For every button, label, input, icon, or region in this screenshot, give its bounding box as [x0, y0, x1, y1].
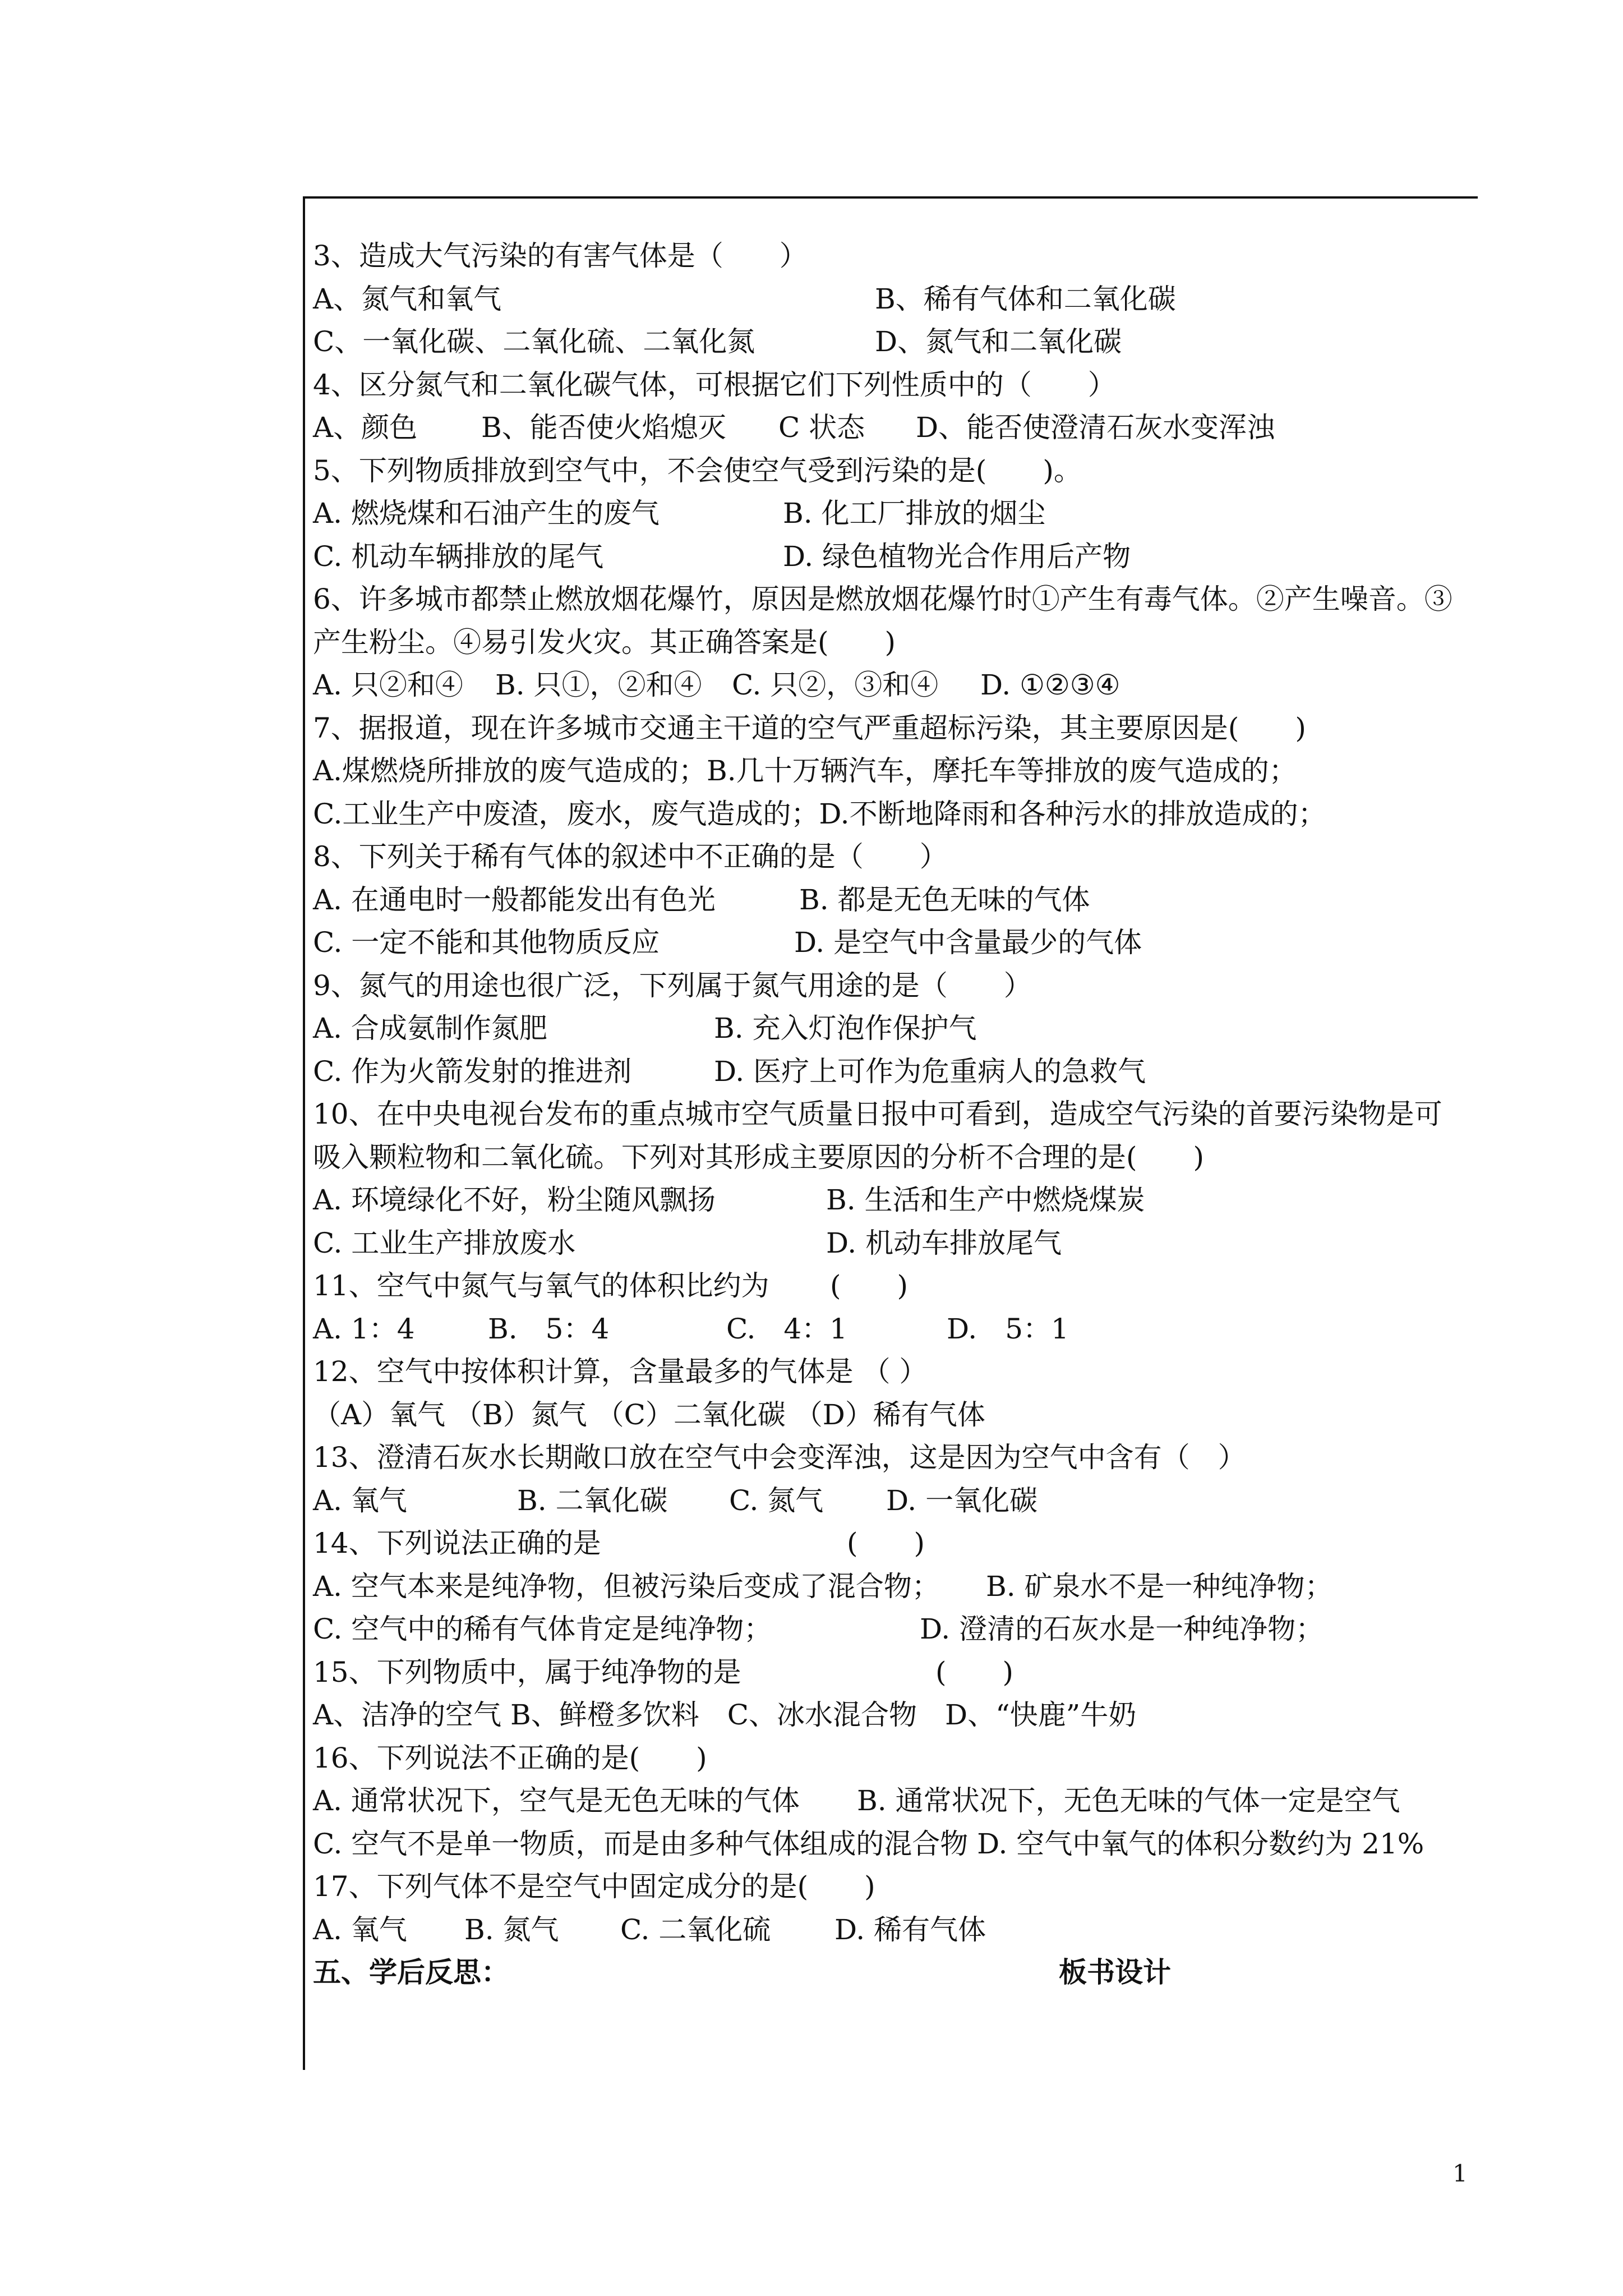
table-top-border [303, 196, 1478, 199]
q17-stem: 17、下列气体不是空气中固定成分的是( ) [313, 1870, 875, 1903]
q4-stem: 4、区分氮气和二氧化碳气体，可根据它们下列性质中的（ ） [313, 368, 1116, 401]
q12-options: （A）氧气 （B）氮气 （C）二氧化碳 （D）稀有气体 [313, 1398, 985, 1431]
q10-options-ab: A. 环境绿化不好，粉尘随风飘扬 B. 生活和生产中燃烧煤炭 [313, 1184, 1145, 1216]
q14-stem: 14、下列说法正确的是 ( ) [313, 1527, 925, 1559]
question-list [313, 234, 1474, 1994]
q7-options-ab: A.煤燃烧所排放的废气造成的；B.几十万辆汽车，摩托车等排放的废气造成的； [313, 754, 1297, 787]
q9-options-ab: A. 合成氨制作氮肥 B. 充入灯泡作保护气 [313, 1012, 977, 1045]
q9-options-cd: C. 作为火箭发射的推进剂 D. 医疗上可作为危重病人的急救气 [313, 1055, 1146, 1088]
q5-options-cd: C. 机动车辆排放的尾气 D. 绿色植物光合作用后产物 [313, 540, 1131, 573]
blackboard-design-label: 板书设计 [1059, 1955, 1171, 1989]
q12-stem: 12、空气中按体积计算，含量最多的气体是 （ ） [313, 1355, 928, 1388]
q8-options-ab: A. 在通电时一般都能发出有色光 B. 都是无色无味的气体 [313, 883, 1090, 916]
table-left-border [303, 196, 305, 2070]
q17-options: A. 氧气 B. 氮气 C. 二氧化硫 D. 稀有气体 [313, 1913, 986, 1946]
q10-stem-1: 10、在中央电视台发布的重点城市空气质量日报中可看到，造成空气污染的首要污染物是可 [313, 1098, 1442, 1130]
reflection-label: 五、学后反思： [313, 1955, 509, 1989]
q16-options-ab: A. 通常状况下，空气是无色无味的气体 B. 通常状况下，无色无味的气体一定是空气 [313, 1784, 1400, 1817]
q10-stem-2: 吸入颗粒物和二氧化硫。下列对其形成主要原因的分析不合理的是( ) [313, 1140, 1205, 1174]
q14-options-ab: A. 空气本来是纯净物，但被污染后变成了混合物； B. 矿泉水不是一种纯净物； [313, 1570, 1333, 1603]
q5-options-ab: A. 燃烧煤和石油产生的废气 B. 化工厂排放的烟尘 [313, 497, 1046, 530]
q13-stem: 13、澄清石灰水长期敞口放在空气中会变浑浊，这是因为空气中含有（ ） [313, 1441, 1246, 1474]
q7-stem: 7、据报道，现在许多城市交通主干道的空气严重超标污染，其主要原因是( ) [313, 711, 1306, 744]
q16-options-cd: C. 空气不是单一物质，而是由多种气体组成的混合物 D. 空气中氧气的体积分数约为 21% [313, 1827, 1424, 1860]
page-number: 1 [1453, 2160, 1468, 2187]
q9-stem: 9、氮气的用途也很广泛，下列属于氮气用途的是（ ） [313, 969, 1032, 1002]
q7-options-cd: C.工业生产中废渣，废水，废气造成的；D.不断地降雨和各种污水的排放造成的； [313, 797, 1326, 830]
q15-options: A、洁净的空气 B、鲜橙多饮料 C、冰水混合物 D、“快鹿”牛奶 [313, 1699, 1137, 1731]
q8-options-cd: C. 一定不能和其他物质反应 D. 是空气中含量最少的气体 [313, 926, 1142, 959]
q6-stem-2: 产生粉尘。④易引发火灾。其正确答案是( ) [313, 625, 896, 659]
q4-options: A、颜色 B、能否使火焰熄灭 C 状态 D、能否使澄清石灰水变浑浊 [313, 411, 1275, 444]
q11-stem: 11、空气中氮气与氧气的体积比约为 ( ) [313, 1269, 909, 1302]
q6-stem-1: 6、许多城市都禁止燃放烟花爆竹，原因是燃放烟花爆竹时①产生有毒气体。②产生噪音。③ [313, 583, 1453, 615]
q16-stem: 16、下列说法不正确的是( ) [313, 1741, 707, 1774]
section-reflection-heading [313, 1951, 1474, 1994]
q8-stem: 8、下列关于稀有气体的叙述中不正确的是（ ） [313, 840, 948, 873]
q5-stem: 5、下列物质排放到空气中，不会使空气受到污染的是( )。 [313, 454, 1082, 487]
q6-options: A. 只②和④ B. 只①，②和④ C. 只②，③和④ D. ①②③④ [313, 669, 1121, 701]
q10-options-cd: C. 工业生产排放废水 D. 机动车排放尾气 [313, 1226, 1062, 1259]
q11-options: A. 1：4 B. 5：4 C. 4：1 D. 5：1 [313, 1312, 1069, 1345]
q13-options: A. 氧气 B. 二氧化碳 C. 氮气 D. 一氧化碳 [313, 1484, 1038, 1517]
q14-options-cd: C. 空气中的稀有气体肯定是纯净物； D. 澄清的石灰水是一种纯净物； [313, 1613, 1324, 1645]
q3-options-cd: C、一氧化碳、二氧化硫、二氧化氮 D、氮气和二氧化碳 [313, 325, 1122, 358]
q3-options-ab: A、氮气和氧气 B、稀有气体和二氧化碳 [313, 282, 1176, 315]
q15-stem: 15、下列物质中，属于纯净物的是 ( ) [313, 1655, 1014, 1688]
q3-stem: 3、造成大气污染的有害气体是（ ） [313, 240, 808, 272]
